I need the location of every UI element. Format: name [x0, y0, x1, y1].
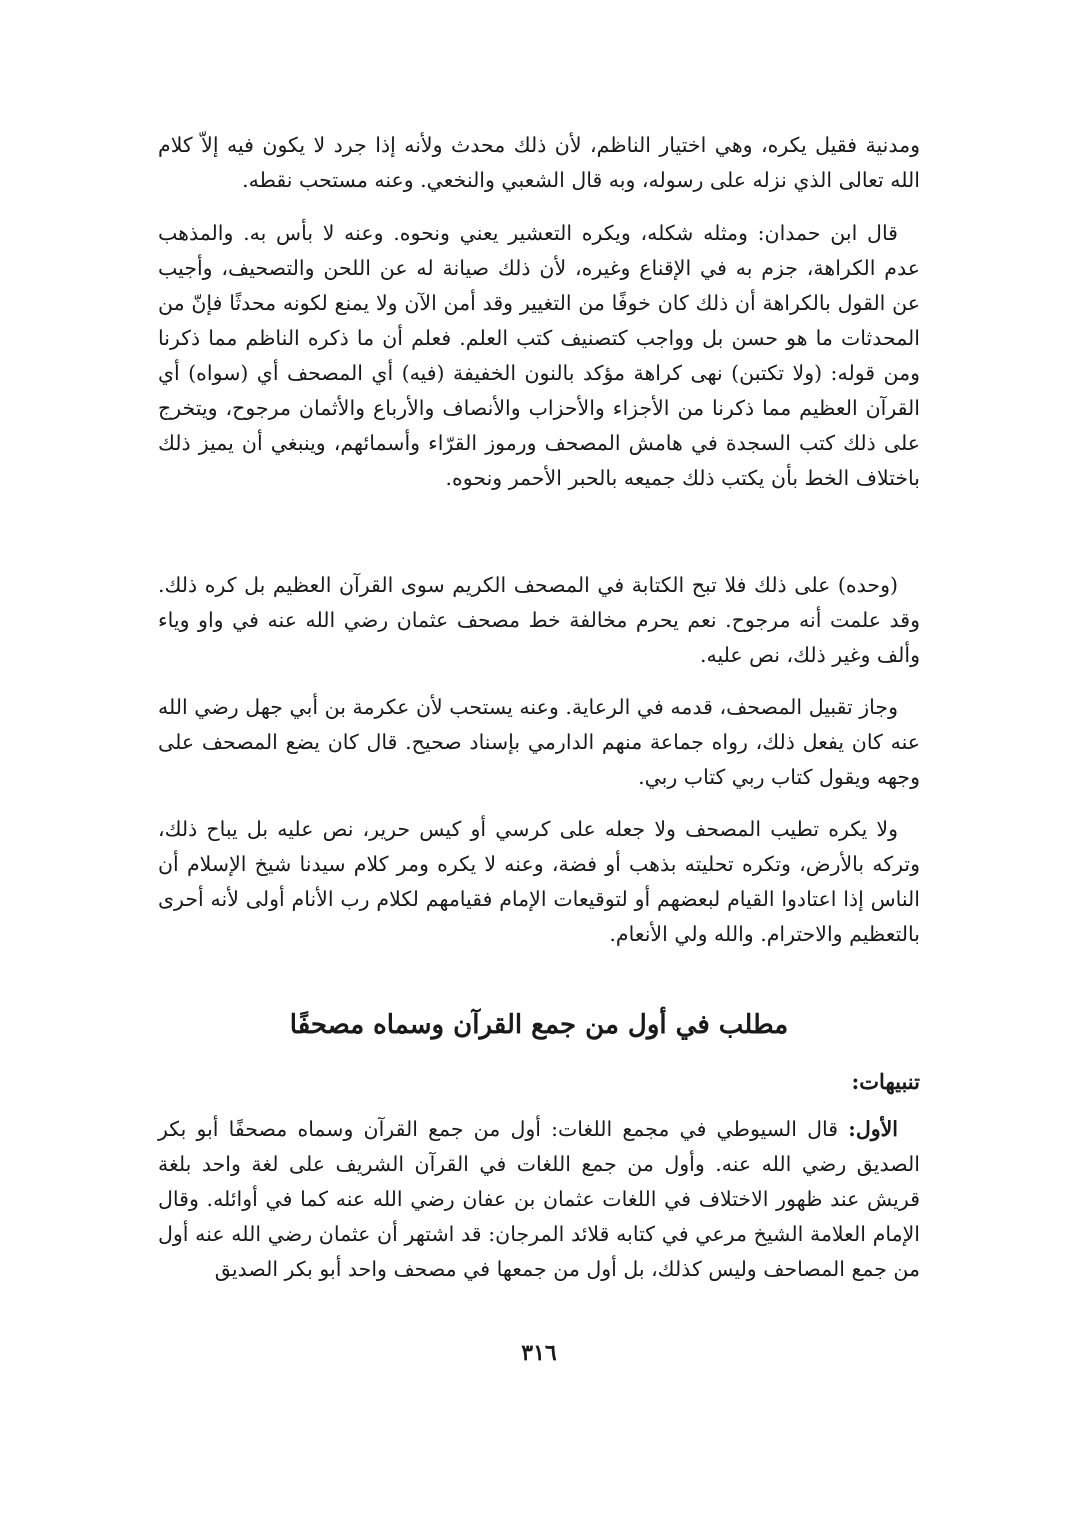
page-number: ٣١٦: [521, 1340, 557, 1366]
paragraph-5: [158, 812, 920, 952]
paragraph-5-text: ولا يكره تطيب المصحف ولا جعله على كرسي أو كيس حرير، نص عليه بل يباح ذلك، وتركه بالأرض، وتكره تحليته بذهب أو فضة، وعنه لا يكره ومر كلام سيدنا شيخ الإسلام أن الناس إذا اعتادوا القيام لبعضهم أو لتوقيعات الإمام فقيامهم لكلام رب الأنام أولى لأنه أحرى بالتعظيم والاحترام. والله ولي الأنعام.: [158, 817, 920, 946]
paragraph-2: [158, 216, 920, 496]
paragraph-4-text: وجاز تقبيل المصحف، قدمه في الرعاية. وعنه يستحب لأن عكرمة بن أبي جهل رضي الله عنه كان يفعل ذلك، رواه جماعة منهم الدارمي بإسناد صحيح. قال كان يضع المصحف على وجهه ويقول كتاب ربي كتاب ربي.: [158, 695, 920, 789]
paragraph-2-text: قال ابن حمدان: ومثله شكله، ويكره التعشير يعني ونحوه. وعنه لا بأس به. والمذهب عدم الكراهة، جزم به في الإقناع وغيره، لأن ذلك صيانة له عن اللحن والتصحيف، وأجيب عن القول بالكراهة أن ذلك كان خوفًا من التغيير وقد أمن الآن ولا يمنع لكونه محدثًا فإنّ من المحدثات ما هو حسن بل وواجب كتصنيف كتب العلم. فعلم أن ما ذكره الناظم مما ذكرنا ومن قوله: (ولا تكتبن) نهى كراهة مؤكد بالنون الخفيفة (فيه) أي المصحف أي (سواه) أي القرآن العظيم مما ذكرنا من الأجزاء والأحزاب والأنصاف والأرباع والأثمان مرجوح، ويتخرج على ذلك كتب السجدة في هامش المصحف ورموز القرّاء وأسمائهم، وينبغي أن يميز ذلك باختلاف الخط بأن يكتب ذلك جميعه بالحبر الأحمر ونحوه.: [158, 221, 920, 490]
paragraph-3: [158, 568, 920, 673]
book-page: [158, 112, 920, 1412]
paragraph-final-text: قال السيوطي في مجمع اللغات: أول من جمع القرآن وسماه مصحفًا أبو بكر الصديق رضي الله عنه. وأول من جمع اللغات في القرآن الشريف على لغة واحد بلغة قريش عند ظهور الاختلاف في اللغات عثمان بن عفان رضي الله عنه كما في أوائله. وقال الإمام العلامة الشيخ مرعي في كتابه قلائد المرجان: قد اشتهر أن عثمان رضي الله عنه أول من جمع المصاحف وليس كذلك، بل أول من جمعها في مصحف واحد أبو بكر الصديق: [158, 1117, 920, 1281]
paragraph-1-text: ومدنية فقيل يكره، وهي اختيار الناظم، لأن ذلك محدث ولأنه إذا جرد لا يكون فيه إلاّ كلام الله تعالى الذي نزله على رسوله، وبه قال الشعبي والنخعي. وعنه مستحب نقطه.: [158, 133, 920, 192]
paragraph-final-label: الأول:: [848, 1117, 898, 1141]
paragraph-4: [158, 690, 920, 795]
paragraph-final: [158, 1112, 920, 1287]
paragraph-3-text: (وحده) على ذلك فلا تبح الكتابة في المصحف الكريم سوى القرآن العظيم بل كره ذلك. وقد علمت أنه مرجوح. نعم يحرم مخالفة خط مصحف عثمان رضي الله عنه في واو وياء وألف وغير ذلك، نص عليه.: [158, 573, 920, 667]
paragraph-1: [158, 128, 920, 198]
section-subheading: تنبيهات:: [851, 1069, 920, 1094]
section-heading: مطلب في أول من جمع القرآن وسماه مصحفًا: [289, 1010, 789, 1040]
